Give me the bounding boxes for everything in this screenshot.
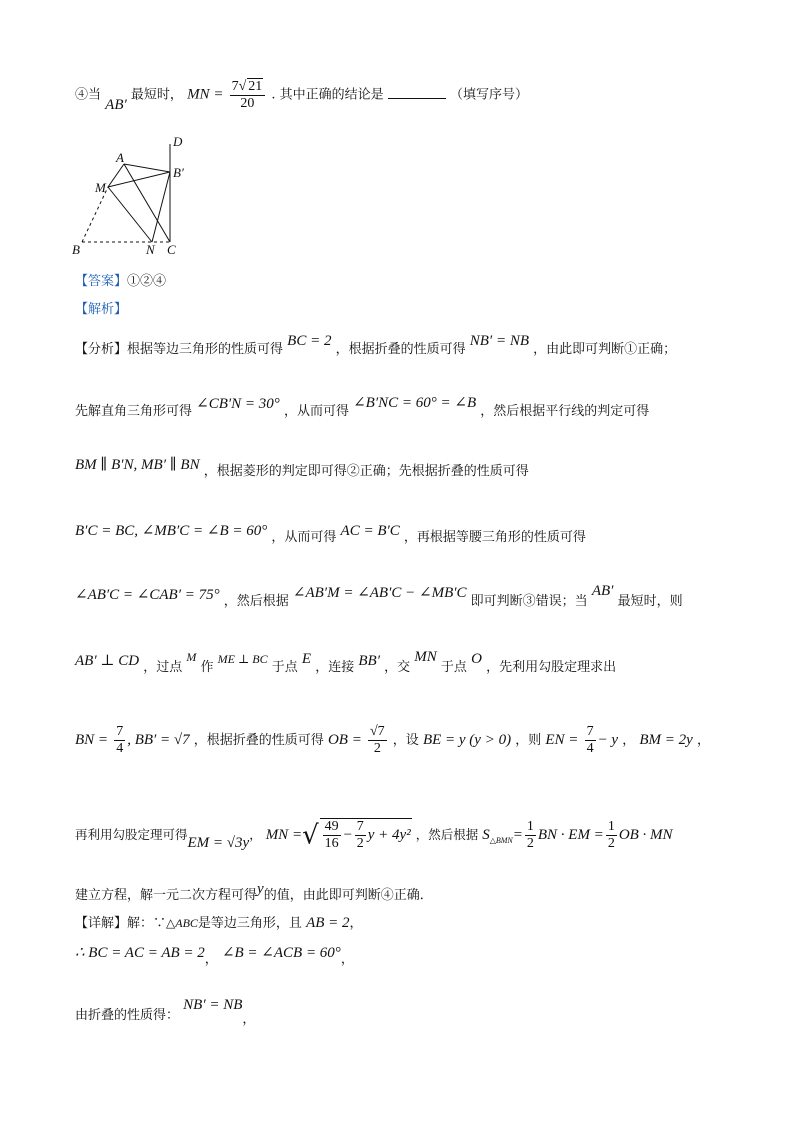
math-expr: NB′ = NB	[469, 333, 529, 349]
detail-text: 【详解】解：∵	[75, 916, 167, 931]
math-expr: EM = √3y	[187, 835, 250, 851]
sqrt-icon: √	[302, 820, 319, 851]
analysis-text: ，过点	[143, 660, 183, 675]
segment-ab-prime	[124, 164, 170, 172]
detail-line-3	[75, 997, 256, 1027]
sqrt-body	[320, 818, 412, 852]
sqrt-icon: √	[238, 79, 247, 94]
item4-tail: . 其中正确的结论是	[271, 87, 384, 103]
label-a: A	[116, 150, 124, 165]
item4-frac-den: 20	[240, 96, 255, 111]
fraction	[368, 724, 387, 757]
math-expr: −	[342, 827, 353, 843]
analysis-line-4	[75, 523, 586, 546]
frac-num: 7	[586, 724, 594, 739]
analysis-text: ，再根据等腰三角形的性质可得	[403, 530, 586, 545]
math-expr: y + 4y²	[367, 827, 411, 843]
frac-den: 2	[356, 836, 364, 851]
detail-line-1	[75, 912, 363, 932]
analysis-text: 即可判断③错误；当	[470, 594, 588, 609]
item4-line	[75, 78, 528, 112]
detail-text: ，	[204, 952, 218, 967]
analysis-text: ，先利用勾股定理求出	[486, 660, 617, 675]
analysis-text: 建立方程，解一元二次方程可得	[75, 888, 258, 903]
segment-bm	[82, 187, 108, 242]
item4-frac-radicand: 21	[248, 79, 263, 94]
analysis-text: 【分析】根据等边三角形的性质可得	[75, 342, 284, 357]
math-expr: BB′	[358, 653, 380, 669]
item4-ab-prime: AB′	[105, 96, 127, 113]
answer-line	[75, 270, 166, 289]
analysis-text: ，从而可得	[271, 530, 337, 545]
analysis-text: ，	[622, 733, 636, 748]
item4-frac-coef: 7	[231, 79, 239, 94]
frac-num: 7	[356, 819, 364, 834]
label-m: M	[95, 180, 106, 195]
detail-text: 由折叠的性质得：	[75, 1008, 180, 1023]
math-expr: BN =	[75, 732, 109, 748]
analysis-line-6	[75, 649, 617, 676]
math-expr: ∠AB′C = ∠CAB′ = 75°	[75, 587, 220, 603]
analysis-tag: 【解析】	[75, 302, 128, 317]
item4-lead: ④当	[75, 87, 102, 103]
analysis-text: ，	[696, 733, 710, 748]
analysis-text: ，根据菱形的判定即可得②正确；先根据折叠的性质可得	[203, 464, 529, 479]
math-expr: MN	[414, 649, 437, 665]
detail-text: ，	[349, 916, 363, 931]
fraction	[114, 724, 125, 757]
fraction	[585, 724, 596, 757]
frac-num: √7	[369, 724, 385, 739]
item4-mn-lhs: MN =	[187, 86, 224, 103]
label-c: C	[167, 242, 176, 254]
math-expr: − y	[597, 732, 619, 748]
math-expr: E	[301, 651, 312, 667]
detail-text: 是等边三角形，且	[197, 916, 302, 931]
math-subscript: △BMN	[489, 836, 513, 845]
fraction	[323, 819, 341, 852]
segment-ac	[124, 164, 170, 242]
analysis-text: 作	[200, 660, 214, 675]
math-expr: M	[186, 650, 197, 664]
analysis-text: ，交	[384, 660, 411, 675]
analysis-text: 于点	[440, 660, 467, 675]
area-expr	[482, 827, 513, 843]
fraction	[606, 819, 617, 852]
math-expr: NB′ = NB	[183, 997, 243, 1013]
label-n: N	[146, 242, 155, 254]
math-expr: ∠AB′M = ∠AB′C − ∠MB′C	[292, 585, 467, 601]
detail-line-2	[75, 942, 354, 967]
frac-den: 4	[116, 741, 124, 756]
item4-hint: （填写序号）	[449, 87, 528, 103]
label-d: D	[173, 134, 183, 149]
frac-den: 4	[586, 741, 594, 756]
fraction	[525, 819, 536, 852]
math-expr: ME ⊥ BC	[217, 652, 268, 666]
math-expr: S	[482, 827, 490, 843]
frac-num: 1	[607, 819, 615, 834]
math-expr: AC = B′C	[340, 523, 400, 539]
math-expr: ∠CB′N = 30°	[196, 396, 280, 412]
frac-num: 49	[324, 819, 339, 834]
analysis-text: ，由此即可判断①正确；	[533, 342, 677, 357]
math-expr: y	[257, 881, 264, 897]
geometry-figure	[70, 134, 200, 254]
frac-num: 1	[526, 819, 534, 834]
answer-tag: 【答案】	[75, 274, 128, 289]
analysis-text: ，根据折叠的性质可得	[335, 342, 466, 357]
analysis-line-8	[75, 818, 673, 852]
segment-mn	[108, 187, 152, 242]
math-expr: EN =	[545, 732, 579, 748]
answer-value: ①②④	[127, 274, 167, 289]
math-expr: BE = y (y > 0)	[422, 732, 512, 748]
frac-den: 16	[324, 836, 339, 851]
math-expr: AB = 2	[306, 915, 350, 931]
analysis-line-3	[75, 457, 529, 480]
math-expr: , BB′ = √7	[127, 732, 190, 748]
label-b: B	[72, 242, 80, 254]
analysis-line-5	[75, 583, 683, 610]
math-expr: ∠B = ∠ACB = 60°	[221, 945, 341, 961]
analysis-text: 最短时，则	[617, 594, 683, 609]
analysis-text: ，设	[392, 733, 419, 748]
fraction	[355, 819, 366, 852]
math-expr: ∠B′NC = 60° = ∠B	[353, 395, 477, 411]
math-expr: OB · MN	[618, 827, 673, 843]
frac-den: 2	[526, 836, 534, 851]
analysis-line-1	[75, 333, 677, 358]
analysis-text: ，从而可得	[283, 404, 349, 419]
math-expr: BM ∥ B′N, MB′ ∥ BN	[75, 457, 200, 473]
detail-text: ，	[340, 952, 354, 967]
analysis-text: 先解直角三角形可得	[75, 404, 193, 419]
segment-nb-prime	[152, 172, 170, 242]
analysis-line-7	[75, 724, 710, 757]
analysis-line-2	[75, 395, 650, 420]
item4-mid: 最短时，	[130, 87, 183, 103]
math-expr: B′C = BC, ∠MB′C = ∠B = 60°	[75, 523, 268, 539]
answer-blank	[388, 86, 446, 99]
analysis-text: ，根据折叠的性质可得	[193, 733, 324, 748]
math-expr: AB′	[591, 583, 614, 599]
math-expr: BC = 2	[287, 333, 332, 349]
math-expr: =	[512, 827, 523, 843]
math-expr: BM = 2y	[639, 732, 693, 748]
math-expr: △ABC	[166, 916, 198, 930]
label-b-prime: B′	[173, 165, 184, 180]
analysis-text: 的值，由此即可判断④正确．	[263, 888, 433, 903]
analysis-line-9	[75, 881, 433, 904]
math-expr: MN =	[265, 827, 303, 843]
analysis-text: ，然后根据平行线的判定可得	[480, 404, 650, 419]
frac-den: 2	[607, 836, 615, 851]
analysis-text: ，然后根据	[223, 594, 289, 609]
item4-fraction	[230, 78, 266, 112]
frac-den: 2	[373, 741, 381, 756]
analysis-text: 再利用勾股定理可得	[75, 827, 188, 842]
analysis-text: 于点	[271, 660, 298, 675]
detail-text: ，	[242, 1012, 256, 1027]
analysis-text: ，连接	[315, 660, 355, 675]
math-expr: OB =	[327, 732, 362, 748]
analysis-text: ，则	[515, 733, 542, 748]
frac-num: 7	[116, 724, 124, 739]
math-expr: AB′ ⊥ CD	[75, 653, 140, 669]
math-expr: BN · EM =	[537, 827, 604, 843]
math-expr: ∴ BC = AC = AB = 2	[75, 945, 205, 961]
analysis-text: ，	[249, 827, 262, 842]
analysis-text: ，然后根据	[415, 827, 479, 842]
math-expr: O	[471, 651, 482, 667]
